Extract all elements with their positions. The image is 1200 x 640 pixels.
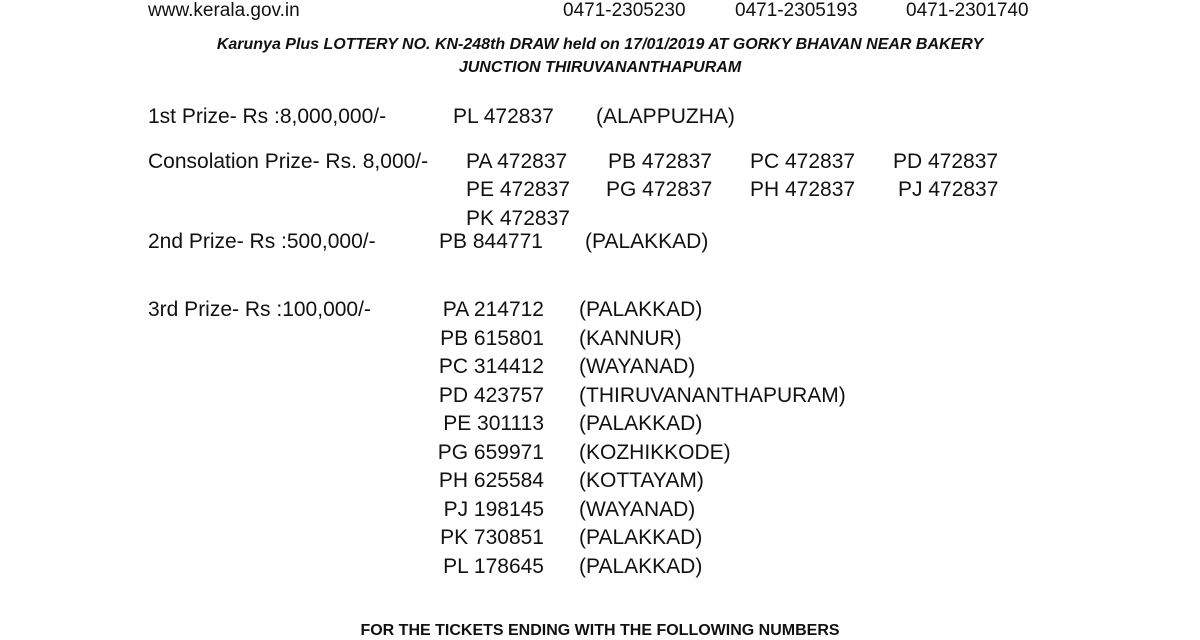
third-prize-place: (WAYANAD): [579, 355, 696, 378]
first-prize-label: 1st Prize- Rs :8,000,000/-: [148, 105, 387, 128]
third-prize-place: (PALAKKAD): [579, 526, 703, 549]
third-prize-ticket: PG 659971: [437, 441, 544, 464]
third-prize-place: (THIRUVANANTHAPURAM): [579, 384, 846, 407]
third-prize-label: 3rd Prize- Rs :100,000/-: [148, 298, 371, 321]
consolation-ticket: PK 472837: [466, 207, 570, 230]
third-prize-ticket: PD 423757: [438, 384, 544, 407]
consolation-prize-label: Consolation Prize- Rs. 8,000/-: [148, 150, 429, 173]
draw-title-line-1: Karunya Plus LOTTERY NO. KN-248th DRAW held on 17/01/2019 AT GORKY BHAVAN NEAR BAKERY: [216, 36, 984, 53]
third-prize-ticket: PL 178645: [443, 555, 544, 578]
third-prize-ticket: PJ 198145: [443, 498, 544, 521]
third-prize-ticket: PB 615801: [440, 327, 544, 350]
phone-number-2: 0471-2305193: [735, 0, 858, 21]
ending-numbers-heading: FOR THE TICKETS ENDING WITH THE FOLLOWING NUMBERS: [360, 622, 840, 639]
second-prize-label: 2nd Prize- Rs :500,000/-: [148, 230, 376, 253]
consolation-ticket: PJ 472837: [898, 178, 999, 201]
third-prize-place: (KANNUR): [579, 327, 682, 350]
second-prize-ticket: PB 844771: [439, 230, 543, 253]
third-prize-place: (PALAKKAD): [579, 412, 703, 435]
third-prize-place: (PALAKKAD): [579, 298, 703, 321]
third-prize-ticket: PK 730851: [440, 526, 544, 549]
consolation-ticket: PD 472837: [893, 150, 999, 173]
third-prize-place: (PALAKKAD): [579, 555, 703, 578]
third-prize-ticket: PA 214712: [442, 298, 544, 321]
first-prize-ticket: PL 472837: [453, 105, 554, 128]
third-prize-ticket: PC 314412: [438, 355, 544, 378]
consolation-ticket: PG 472837: [606, 178, 713, 201]
third-prize-ticket: PE 301113: [443, 412, 544, 435]
second-prize-place: (PALAKKAD): [585, 230, 709, 253]
phone-number-1: 0471-2305230: [563, 0, 686, 21]
third-prize-place: (WAYANAD): [579, 498, 696, 521]
first-prize-place: (ALAPPUZHA): [596, 105, 735, 128]
third-prize-place: (KOTTAYAM): [579, 469, 704, 492]
consolation-ticket: PB 472837: [608, 150, 712, 173]
consolation-ticket: PH 472837: [750, 178, 856, 201]
consolation-ticket: PC 472837: [750, 150, 856, 173]
third-prize-ticket: PH 625584: [438, 469, 544, 492]
third-prize-place: (KOZHIKKODE): [579, 441, 731, 464]
website-link[interactable]: www.kerala.gov.in: [148, 0, 300, 21]
draw-title-line-2: JUNCTION THIRUVANANTHAPURAM: [458, 59, 742, 76]
phone-number-3: 0471-2301740: [906, 0, 1029, 21]
consolation-ticket: PA 472837: [466, 150, 568, 173]
consolation-ticket: PE 472837: [466, 178, 570, 201]
